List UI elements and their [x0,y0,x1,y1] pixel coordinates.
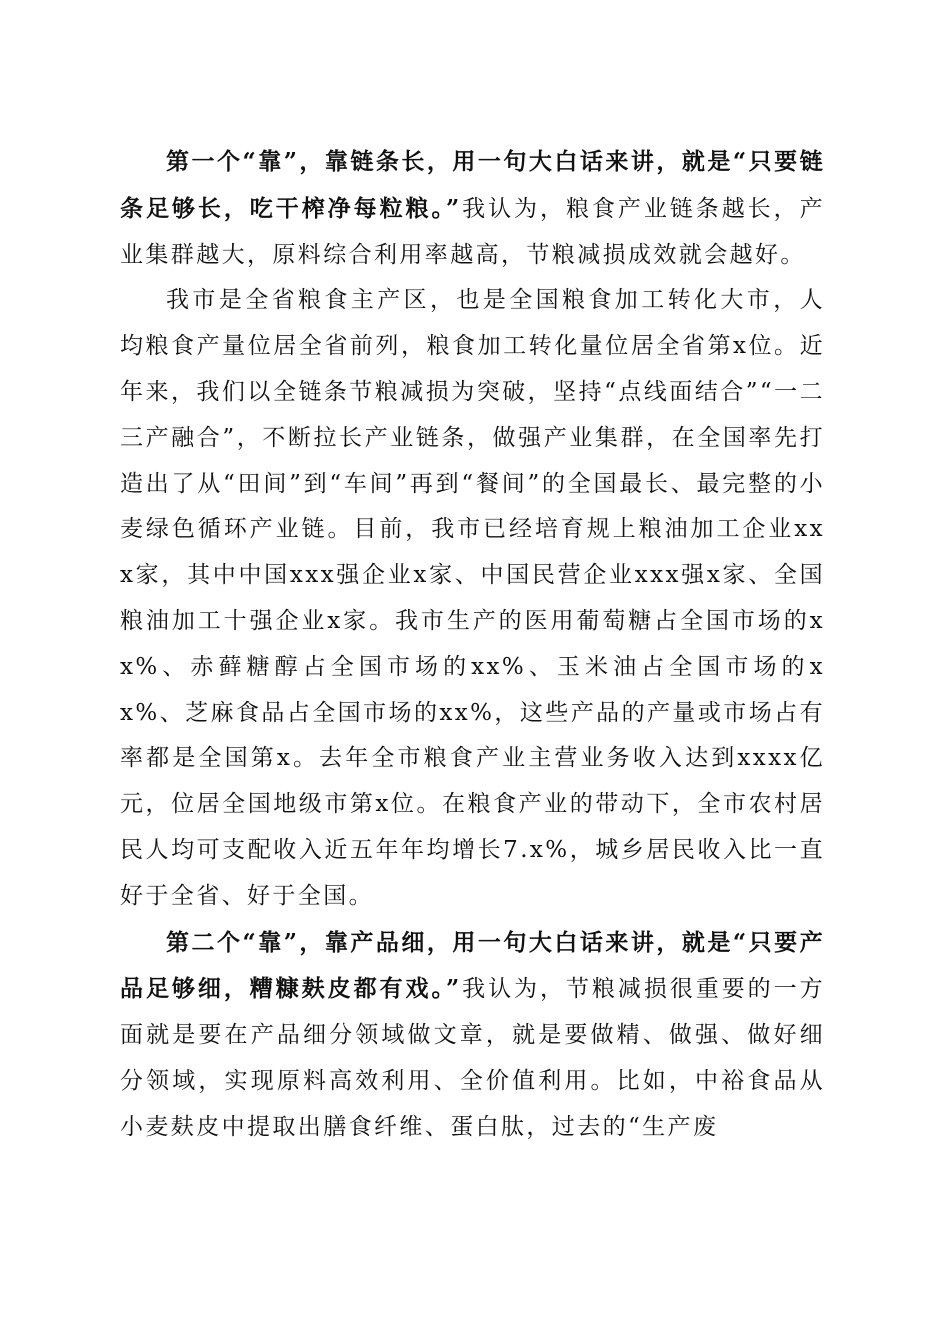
paragraph-1-text: 我认为，粮食产业链条越长，产业集群越大，原料综合利用率越高，节粮减损成效就会越好。 [120,195,825,268]
paragraph-3-text: 我认为，节粮减损很重要的一方面就是要在产品细分领域做文章，就是要做精、做强、做好细分领域，实现原料高效利用、全价值利用。比如，中裕食品从小麦麸皮中提取出膳食纤维、蛋白肽，过去的“生产废 [120,976,825,1140]
paragraph-3 [120,920,825,1151]
paragraph-1 [120,139,825,278]
paragraph-1-lead: 第一个“靠”，靠链条长，用一句大白话来讲，就是“只要链条足够长，吃干榨净每粒粮。” [120,148,825,222]
paragraph-2-text: 我市是全省粮食主产区，也是全国粮食加工转化大市，人均粮食产量位居全省前列，粮食加工转化量位居全省第x位。近年来，我们以全链条节粮减损为突破，坚持“点线面结合”“一二三产融合”，不断拉长产业链条，做强产业集群，在全国率先打造出了从“田间”到“车间”再到“餐间”的全国最长、最完整的小麦绿色循环产业链。目前，我市已经培育规上粮油加工企业xxx家，其中中国xxx强企业x家、中国民营企业xxx强x家、全国粮油加工十强企业x家。我市生产的医用葡萄糖占全国市场的xx%、赤藓糖醇占全国市场的xx%、玉米油占全国市场的xx%、芝麻食品占全国市场的xx%，这些产品的产量或市场占有率都是全国第x。去年全市粮食产业主营业务收入达到xxxx亿元，位居全国地级市第x位。在粮食产业的带动下，全市农村居民人均可支配收入近五年年均增长7.x%，城乡居民收入比一直好于全省、好于全国。 [120,287,825,909]
paragraph-3-lead: 第二个“靠”，靠产品细，用一句大白话来讲，就是“只要产品足够细，糟糠麸皮都有戏。” [120,928,825,1003]
document-body [120,139,825,1151]
paragraph-2 [120,278,825,919]
